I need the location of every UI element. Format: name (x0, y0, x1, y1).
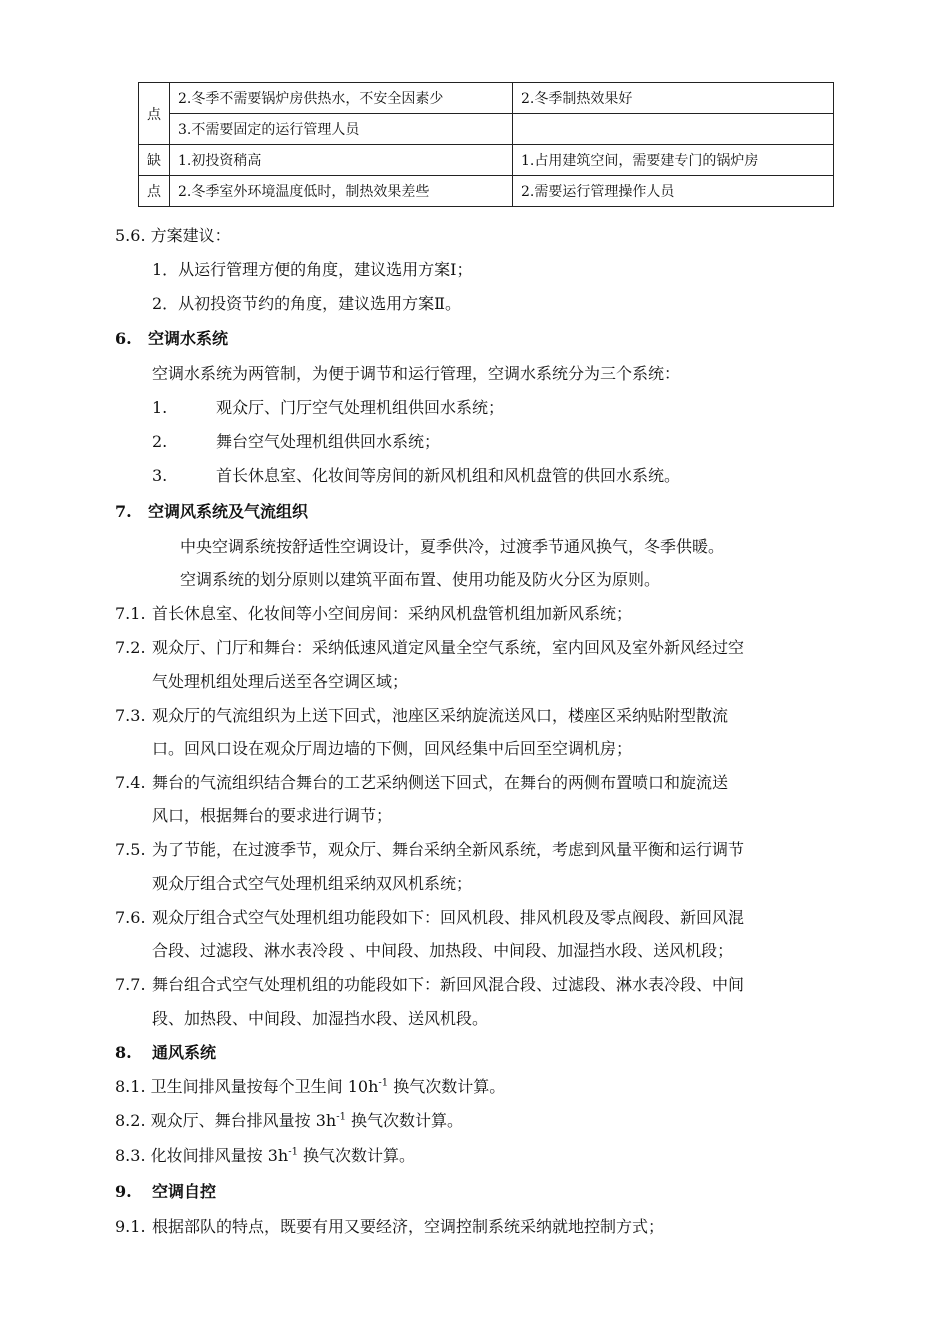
item-text: 为了节能，在过渡季节，观众厅、舞台采纳全新风系统，考虑到风量平衡和运行调节 (152, 840, 745, 859)
table-row (139, 83, 834, 114)
list-item: 首长休息室、化妆间等房间的新风机组和风机盘管的供回水系统。 (216, 466, 681, 485)
item-text: 观众厅组合式空气处理机组功能段如下：回风机段、排风机段及零点阀段、新回风混 (152, 908, 745, 927)
section-9-number: 9. (115, 1182, 132, 1201)
table-cell: 2.冬季制热效果好 (513, 83, 834, 114)
item-number: 7.6. (115, 908, 146, 927)
item-text: 首长休息室、化妆间等小空间房间：采纳风机盘管机组加新风系统； (152, 604, 633, 623)
item-text: 观众厅的气流组织为上送下回式，池座区采纳旋流送风口，楼座区采纳贴附型散流 (152, 706, 729, 725)
table-cell: 1.初投资稍高 (170, 145, 513, 176)
item-text-continued: 合段、过滤段、淋水表冷段 、中间段、加热段、中间段、加湿挡水段、送风机段； (152, 941, 734, 960)
item-text: 换气次数计算。 (388, 1077, 506, 1096)
item-number: 7.2. (115, 638, 146, 657)
item-number: 7.7. (115, 975, 146, 994)
item-text: 换气次数计算。 (297, 1146, 416, 1165)
list-item (115, 1077, 505, 1097)
item-text-continued: 气处理机组处理后送至各空调区域； (152, 672, 409, 691)
list-item (115, 1146, 415, 1166)
item-number: 7.3. (115, 706, 146, 725)
list-item: 观众厅、门厅空气处理机组供回水系统； (216, 398, 505, 417)
table-row (139, 145, 834, 176)
item-number: 9.1. (115, 1217, 146, 1236)
item-text-continued: 段、加热段、中间段、加湿挡水段、送风机段。 (152, 1009, 489, 1028)
section-8-number: 8. (115, 1043, 132, 1062)
superscript: -1 (336, 1111, 346, 1123)
item-text: 舞台组合式空气处理机组的功能段如下：新回风混合段、过滤段、淋水表冷段、中间 (152, 975, 745, 994)
item-text: 根据部队的特点，既要有用又要经济，空调控制系统采纳就地控制方式； (152, 1217, 665, 1236)
item-text-continued: 口。回风口设在观众厅周边墙的下侧，回风经集中后回至空调机房； (152, 739, 633, 758)
list-number: 3. (152, 466, 168, 485)
section-8-heading: 通风系统 (152, 1043, 217, 1062)
section-5-6-title: 5.6. 方案建议： (115, 226, 231, 245)
item-text: 换气次数计算。 (345, 1111, 464, 1130)
item-text: 舞台的气流组织结合舞台的工艺采纳侧送下回式，在舞台的两侧布置喷口和旋流送 (152, 773, 729, 792)
section-7-heading: 空调风系统及气流组织 (148, 502, 309, 521)
table-row (139, 114, 834, 145)
item-text: 8.2. 观众厅、舞台排风量按 3h (115, 1111, 337, 1130)
superscript: -1 (288, 1146, 298, 1158)
table-cell-label: 点 (139, 176, 170, 207)
list-item: 1．从运行管理方便的角度，建议选用方案Ⅰ； (152, 260, 473, 279)
paragraph: 中央空调系统按舒适性空调设计，夏季供冷，过渡季节通风换气，冬季供暖。 (180, 537, 725, 556)
superscript: -1 (378, 1077, 389, 1089)
item-text-continued: 观众厅组合式空气处理机组采纳双风机系统； (152, 874, 473, 893)
comparison-table (138, 82, 834, 207)
item-text: 8.3. 化妆间排风量按 3h (115, 1146, 289, 1165)
table-cell: 1.占用建筑空间，需要建专门的锅炉房 (513, 145, 834, 176)
section-6-number: 6. (115, 329, 132, 348)
section-7-number: 7. (115, 502, 132, 521)
section-6-heading: 空调水系统 (148, 329, 229, 348)
item-text: 8.1. 卫生间排风量按每个卫生间 10h (115, 1077, 379, 1096)
list-item (115, 1111, 463, 1131)
table-cell: 2.冬季室外环境温度低时，制热效果差些 (170, 176, 513, 207)
item-number: 7.1. (115, 604, 146, 623)
table-row (139, 176, 834, 207)
list-item: 2．从初投资节约的角度，建议选用方案Ⅱ。 (152, 294, 462, 313)
paragraph: 空调系统的划分原则以建筑平面布置、使用功能及防火分区为原则。 (180, 570, 661, 589)
list-item: 舞台空气处理机组供回水系统； (216, 432, 441, 451)
item-text-continued: 风口，根据舞台的要求进行调节； (152, 806, 393, 825)
item-number: 7.4. (115, 773, 146, 792)
table-cell-label: 缺 (139, 145, 170, 176)
item-text: 观众厅、门厅和舞台：采纳低速风道定风量全空气系统，室内回风及室外新风经过空 (152, 638, 745, 657)
table-cell (513, 114, 834, 145)
item-number: 7.5. (115, 840, 146, 859)
table-cell-label: 点 (139, 83, 170, 145)
list-number: 1. (152, 398, 168, 417)
list-number: 2. (152, 432, 168, 451)
table-cell: 2.冬季不需要锅炉房供热水，不安全因素少 (170, 83, 513, 114)
section-9-heading: 空调自控 (152, 1182, 217, 1201)
table-cell: 3.不需要固定的运行管理人员 (170, 114, 513, 145)
paragraph: 空调水系统为两管制，为便于调节和运行管理，空调水系统分为三个系统： (152, 364, 681, 383)
table-cell: 2.需要运行管理操作人员 (513, 176, 834, 207)
